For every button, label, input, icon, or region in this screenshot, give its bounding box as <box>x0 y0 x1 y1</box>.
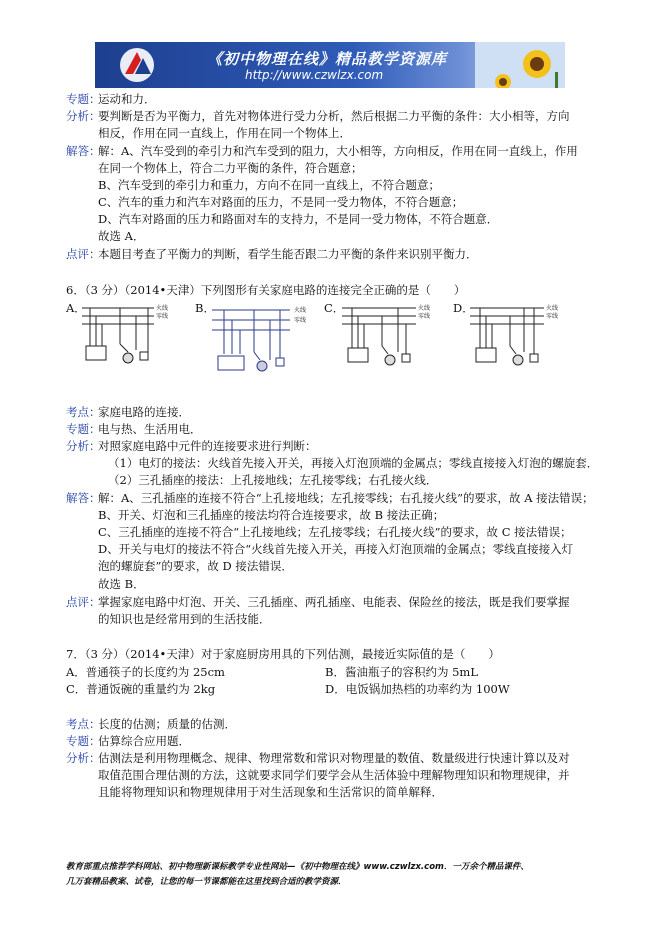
q5-jieda-line: C、汽车的重力和汽车对路面的压力，不是同一受力物体，不符合题意； <box>98 195 464 209</box>
footer-line: 几万套精品教案、试卷，让您的每一节课都能在这里找到合适的教学资源． <box>66 877 347 887</box>
sunflower-icon <box>475 42 565 88</box>
q5-jieda: 解答：解：A、汽车受到的牵引力和汽车受到的阻力，大小相等，方向相反，作用在同一直线上，作用 <box>66 144 578 158</box>
banner-title: 《初中物理在线》精品教学资源库 <box>207 50 448 68</box>
banner-url: http://www.czwlzx.com <box>245 68 384 82</box>
circuit-diagram-c <box>340 300 440 374</box>
q5-fenxi: 分析：要判断是否为平衡力，首先对物体进行受力分析，然后根据二力平衡的条件：大小相等，方向 <box>66 109 570 123</box>
q6-fenxi: 分析：对照家庭电路中元件的连接要求进行判断： <box>66 439 317 453</box>
q7-option-b: B．酱油瓶子的容积约为 5mL <box>325 665 478 679</box>
q7-option-d: D．电饭锅加热档的功率约为 100W <box>325 682 510 696</box>
site-logo-icon <box>117 46 157 84</box>
q5-jieda-line: 在同一个物体上，符合二力平衡的条件，符合题意； <box>98 161 363 175</box>
q6-option-d-label: D． <box>453 301 474 315</box>
q6-kaodian: 考点：家庭电路的连接． <box>66 405 190 419</box>
wire-label-neutral: 零线 <box>156 313 169 320</box>
wire-label-live: 火线 <box>294 307 307 314</box>
q7-fenxi-line: 取值范围合理估测的方法，这就要求同学们要学会从生活体验中理解物理知识和物理规律，并 <box>98 768 570 782</box>
q5-dianping: 点评：本题目考查了平衡力的判断，看学生能否跟二力平衡的条件来识别平衡力． <box>66 247 478 261</box>
footer-line: 教育部重点推荐学科网站、初中物理新课标教学专业性网站—《初中物理在线》www.czwlzx.com．一万余个精品课件、 <box>66 862 529 872</box>
circuit-diagram-b <box>210 302 320 380</box>
q7-fenxi-line: 且能将物理知识和物理规律用于对生活现象和生活常识的简单解释． <box>98 785 443 799</box>
q7-stem: 7．（3 分）（2014•天津）对于家庭厨房用具的下列估测，最接近实际值的是（ ） <box>66 647 500 661</box>
wire-label-neutral: 零线 <box>294 317 307 324</box>
q6-option-b-label: B． <box>195 301 215 315</box>
q6-stem: 6．（3 分）（2014•天津）下列图形有关家庭电路的连接完全正确的是（ ） <box>66 283 466 297</box>
q5-fenxi-line: 相反，作用在同一直线上，作用在同一个物体上． <box>98 126 351 140</box>
q6-jieda-line: 泡的螺旋套”的要求，故 D 接法错误． <box>98 559 293 573</box>
q6-dianping: 点评：掌握家庭电路中灯泡、开关、三孔插座、两孔插座、电能表、保险丝的接法，既是我们要掌握 <box>66 595 570 609</box>
wire-label-neutral: 零线 <box>546 313 559 320</box>
circuit-diagram-d <box>468 300 568 372</box>
q6-jieda: 解答：解：A、三孔插座的连接不符合“上孔接地线；左孔接零线；右孔接火线”的要求，故 A 接法错误； <box>66 491 594 505</box>
q6-jieda-line: D、开关与电灯的接法不符合“火线首先接入开关，再接入灯泡顶端的金属点；零线直接接入灯 <box>98 542 574 556</box>
q6-fenxi-line: （1）电灯的接法：火线首先接入开关，再接入灯泡顶端的金属点；零线直接接入灯泡的螺旋套． <box>108 456 599 470</box>
q6-zhuanti: 专题：电与热、生活用电． <box>66 422 202 436</box>
q6-jieda-line: 故选 B． <box>98 577 145 591</box>
q7-fenxi: 分析：估测法是利用物理概念、规律、物理常数和常识对物理量的数值、数量级进行快速计算以及对 <box>66 751 570 765</box>
q6-jieda-line: B、开关、灯泡和三孔插座的接法均符合连接要求，故 B 接法正确； <box>98 508 445 522</box>
header-banner <box>95 42 565 88</box>
q7-zhuanti: 专题：估算综合应用题． <box>66 734 190 748</box>
q7-option-a: A．普通筷子的长度约为 25cm <box>66 665 225 679</box>
wire-label-live: 火线 <box>156 305 169 312</box>
page-footer <box>66 860 606 890</box>
q5-jieda-line: D、汽车对路面的压力和路面对车的支持力，不是同一受力物体，不符合题意． <box>98 212 499 226</box>
q5-jieda-line: 故选 A． <box>98 229 145 243</box>
wire-label-live: 火线 <box>418 305 431 312</box>
wire-label-neutral: 零线 <box>418 313 431 320</box>
circuit-diagram-a <box>80 300 180 370</box>
q5-jieda-line: B、汽车受到的牵引力和重力，方向不在同一直线上，不符合题意； <box>98 178 440 192</box>
q6-dianping-line: 的知识也是经常用到的生活技能． <box>98 612 271 626</box>
q6-fenxi-line: （2）三孔插座的接法：上孔接地线；左孔接零线；右孔接火线． <box>108 473 438 487</box>
q7-option-c: C．普通饭碗的重量约为 2kg <box>66 682 216 696</box>
q5-zhuanti: 专题：运动和力． <box>66 92 156 106</box>
q6-option-c-label: C． <box>324 301 345 315</box>
wire-label-live: 火线 <box>546 305 559 312</box>
q6-jieda-line: C、三孔插座的连接不符合“上孔接地线；左孔接零线；右孔接火线”的要求，故 C 接法错误； <box>98 525 572 539</box>
q6-option-a-label: A． <box>66 301 86 315</box>
q7-kaodian: 考点：长度的估测；质量的估测． <box>66 717 236 731</box>
